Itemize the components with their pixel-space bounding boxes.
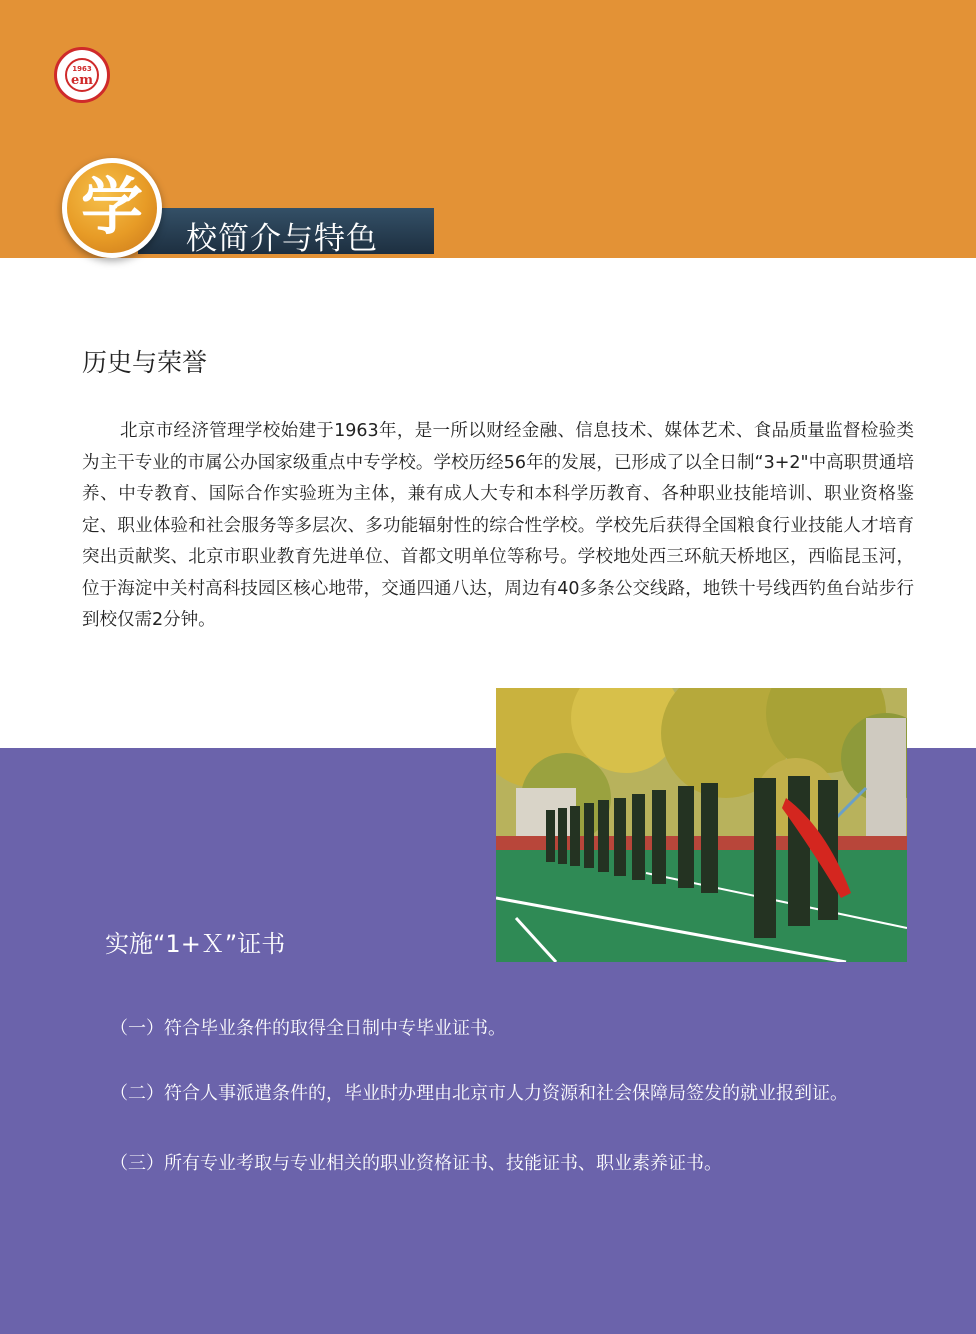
history-heading: 历史与荣誉 bbox=[82, 348, 208, 377]
school-logo bbox=[54, 47, 110, 103]
section-title-badge bbox=[62, 158, 162, 258]
logo-mark: em bbox=[70, 73, 94, 88]
photo-illustration bbox=[496, 688, 907, 962]
certificate-item-3: （三）所有专业考取与专业相关的职业资格证书、技能证书、职业素养证书。 bbox=[110, 1153, 722, 1174]
logo-year: 1963 bbox=[72, 65, 92, 73]
logo-emblem bbox=[65, 58, 99, 92]
section-title-text: 校简介与特色 bbox=[186, 221, 378, 257]
section-title-char: 学 bbox=[80, 170, 143, 243]
flag-guard-photo bbox=[496, 688, 907, 962]
certificate-item-1: （一）符合毕业条件的取得全日制中专毕业证书。 bbox=[110, 1018, 506, 1039]
history-paragraph: 北京市经济管理学校始建于1963年，是一所以财经金融、信息技术、媒体艺术、食品质量监督检验类为主干专业的市属公办国家级重点中专学校。学校历经56年的发展，已形成了以全日制“3+2"中高职贯通培养、中专教育、国际合作实验班为主体，兼有成人大专和本科学历教育、各种职业技能培训、职业资格鉴定、职业体验和社会服务等多层次、多功能辐射性的综合性学校。学校先后获得全国粮食行业技能人才培育突出贡献奖、北京市职业教育先进单位、首都文明单位等称号。学校地处西三环航天桥地区，西临昆玉河，位于海淀中关村高科技园区核心地带，交通四通八达，周边有40多条公交线路，地铁十号线西钓鱼台站步行到校仅需2分钟。 bbox=[82, 421, 914, 630]
certificate-heading: 实施“1+Ｘ”证书 bbox=[105, 930, 286, 958]
certificate-item-2: （二）符合人事派遣条件的，毕业时办理由北京市人力资源和社会保障局签发的就业报到证。 bbox=[110, 1083, 848, 1104]
